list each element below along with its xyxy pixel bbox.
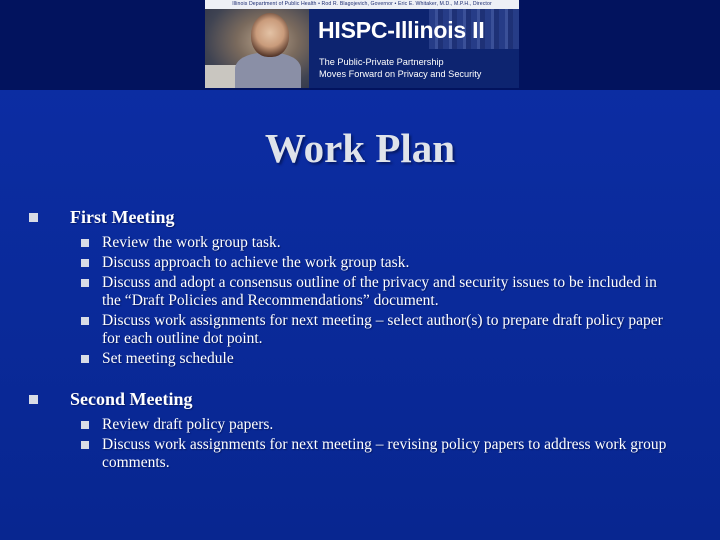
list-item (29, 234, 670, 252)
section-heading-text: Second Meeting (70, 389, 193, 409)
banner-photo (205, 9, 309, 88)
section-heading (29, 206, 689, 228)
photo-person-head (251, 13, 289, 57)
section-first-meeting (29, 206, 689, 368)
list-item-text: Discuss work assignments for next meeting – select author(s) to prepare draft policy paper for each outline dot point. (102, 312, 663, 347)
list-item (29, 274, 670, 310)
banner-subtitle-line-1: The Public-Private Partnership (319, 57, 444, 67)
square-bullet-icon (81, 317, 89, 325)
slide-title: Work Plan (264, 125, 456, 171)
square-bullet-icon (81, 239, 89, 247)
square-bullet-icon (29, 395, 38, 404)
list-item (29, 350, 670, 368)
list-item-text: Discuss work assignments for next meeting – revising policy papers to address work group comments. (102, 436, 667, 471)
sub-bullet-list (29, 416, 689, 472)
square-bullet-icon (29, 213, 38, 222)
hispc-banner (205, 0, 519, 88)
list-item-text: Discuss approach to achieve the work group task. (102, 254, 410, 271)
square-bullet-icon (81, 259, 89, 267)
banner-agency-strip: Illinois Department of Public Health • Rod R. Blagojevich, Governor • Eric E. Whitaker, M.D., M.P.H., Director (205, 0, 519, 9)
banner-subtitle-line-2: Moves Forward on Privacy and Security (319, 69, 482, 79)
list-item (29, 312, 670, 348)
list-item-text: Discuss and adopt a consensus outline of the privacy and security issues to be included in the “Draft Policies and Recommendations” document. (102, 274, 657, 309)
list-item-text: Review draft policy papers. (102, 416, 274, 433)
square-bullet-icon (81, 441, 89, 449)
list-item (29, 416, 670, 434)
section-heading-text: First Meeting (70, 207, 175, 227)
section-heading (29, 388, 689, 410)
square-bullet-icon (81, 421, 89, 429)
slide-content (29, 206, 689, 474)
banner-title: HISPC-Illinois II (318, 17, 485, 43)
list-item (29, 436, 670, 472)
list-item-text: Set meeting schedule (102, 350, 234, 367)
square-bullet-icon (81, 355, 89, 363)
list-item-text: Review the work group task. (102, 234, 281, 251)
list-item (29, 254, 670, 272)
banner-subtitle (319, 56, 519, 80)
section-second-meeting (29, 388, 689, 472)
square-bullet-icon (81, 279, 89, 287)
sub-bullet-list (29, 234, 689, 368)
photo-person-body (235, 53, 301, 88)
